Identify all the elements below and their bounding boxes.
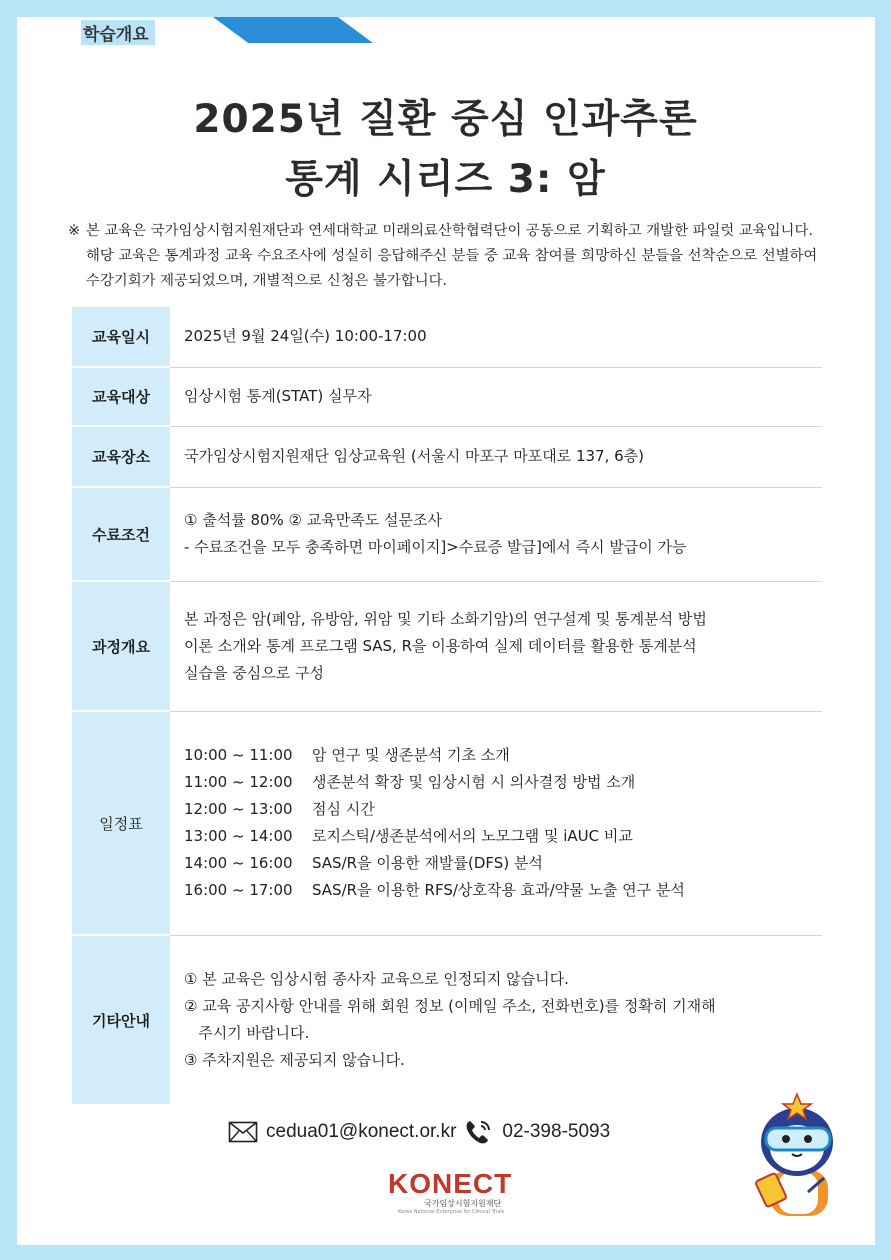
logo-name: KONECT [388,1168,513,1199]
schedule-time: 16:00 ~ 17:00 [184,881,293,899]
schedule-value [170,711,822,935]
schedule-time: 14:00 ~ 16:00 [184,854,293,872]
overview-line: 이론 소개와 통계 프로그램 SAS, R을 이용하여 실제 데이터를 활용한 통계분석 [184,636,697,655]
schedule-item [184,742,822,769]
schedule-label: 일정표 [72,711,170,935]
mascot-illustration [752,1092,842,1226]
schedule-item [184,877,822,904]
logo-subtitle-en: Korea National Enterprise for Clinical Trials [398,1209,505,1215]
etc-label: 기타안내 [72,935,170,1105]
etc-value [170,935,822,1105]
konect-logo [388,1168,513,1220]
schedule-item [184,769,822,796]
table-row [72,426,822,487]
schedule-desc: 로지스틱/생존분석에서의 노모그램 및 iAUC 비교 [312,827,633,845]
overview-value [170,581,822,711]
schedule-time: 12:00 ~ 13:00 [184,800,293,818]
completion-value [170,487,822,581]
completion-label: 수료조건 [72,487,170,581]
table-row [72,307,822,367]
table-row [72,367,822,426]
schedule-desc: 암 연구 및 생존분석 기초 소개 [312,746,510,764]
schedule-time: 11:00 ~ 12:00 [184,773,293,791]
etc-line: ② 교육 공지사항 안내를 위해 회원 정보 (이메일 주소, 전화번호)를 정확히 기재해 [184,997,716,1016]
section-tab [17,17,347,43]
schedule-item [184,823,822,850]
target-value: 임상시험 통계(STAT) 실무자 [170,367,822,426]
date-value: 2025년 9월 24일(수) 10:00-17:00 [170,307,822,367]
table-row [72,711,822,935]
logo-subtitle: 국가임상시험지원재단 [424,1199,502,1208]
place-value: 국가임상시험지원재단 임상교육원 (서울시 마포구 마포대로 137, 6층) [170,426,822,487]
phone-icon [464,1118,494,1146]
phone-link[interactable]: 02-398-5093 [502,1121,611,1142]
table-row [72,935,822,1105]
notice-line: 수강기회가 제공되었으며, 개별적으로 신청은 불가합니다. [86,273,448,289]
schedule-item [184,850,822,877]
etc-line: ③ 주차지원은 제공되지 않습니다. [184,1051,405,1070]
completion-line: ① 출석률 80% ② 교육만족도 설문조사 [184,511,442,529]
page-title-line2: 통계 시리즈 3: 암 [285,157,606,202]
schedule-desc: SAS/R을 이용한 재발률(DFS) 분석 [312,854,543,872]
place-label: 교육장소 [72,426,170,487]
envelope-icon [228,1121,258,1143]
page-title-line1: 2025년 질환 중심 인과추론 [193,97,698,142]
schedule-item [184,796,822,823]
schedule-time: 10:00 ~ 11:00 [184,746,293,764]
etc-line: 주시기 바랍니다. [184,1024,310,1043]
tab-label: 학습개요 [81,20,155,45]
table-row [72,581,822,711]
contact-bar [228,1118,610,1146]
completion-line: - 수료조건을 모두 충족하면 마이페이지]>수료증 발급]에서 즉시 발급이 가능 [184,538,687,556]
notice-mark: ※ [68,223,81,239]
table-row [72,487,822,581]
schedule-time: 13:00 ~ 14:00 [184,827,293,845]
notice-line: 해당 교육은 통계과정 교육 수요조사에 성실히 응답해주신 분들 중 교육 참여를 희망하신 분들을 선착순으로 선별하여 [86,248,818,264]
notice [68,219,858,294]
schedule-desc: 점심 시간 [312,800,375,818]
schedule-desc: SAS/R을 이용한 RFS/상호작용 효과/약물 노출 연구 분석 [312,881,685,899]
overview-line: 실습을 중심으로 구성 [184,663,324,682]
target-label: 교육대상 [72,367,170,426]
email-link[interactable]: cedua01@konect.or.kr [266,1121,457,1142]
notice-line: 본 교육은 국가임상시험지원재단과 연세대학교 미래의료산학협력단이 공동으로 기획하고 개발한 파일럿 교육입니다. [86,223,813,239]
date-label: 교육일시 [72,307,170,367]
etc-line: ① 본 교육은 임상시험 종사자 교육으로 인정되지 않습니다. [184,970,569,989]
info-table [72,307,822,1106]
overview-line: 본 과정은 암(폐암, 유방암, 위암 및 기타 소화기암)의 연구설계 및 통계분석 방법 [184,609,707,628]
overview-label: 과정개요 [72,581,170,711]
schedule-desc: 생존분석 확장 및 임상시험 시 의사결정 방법 소개 [312,773,636,791]
